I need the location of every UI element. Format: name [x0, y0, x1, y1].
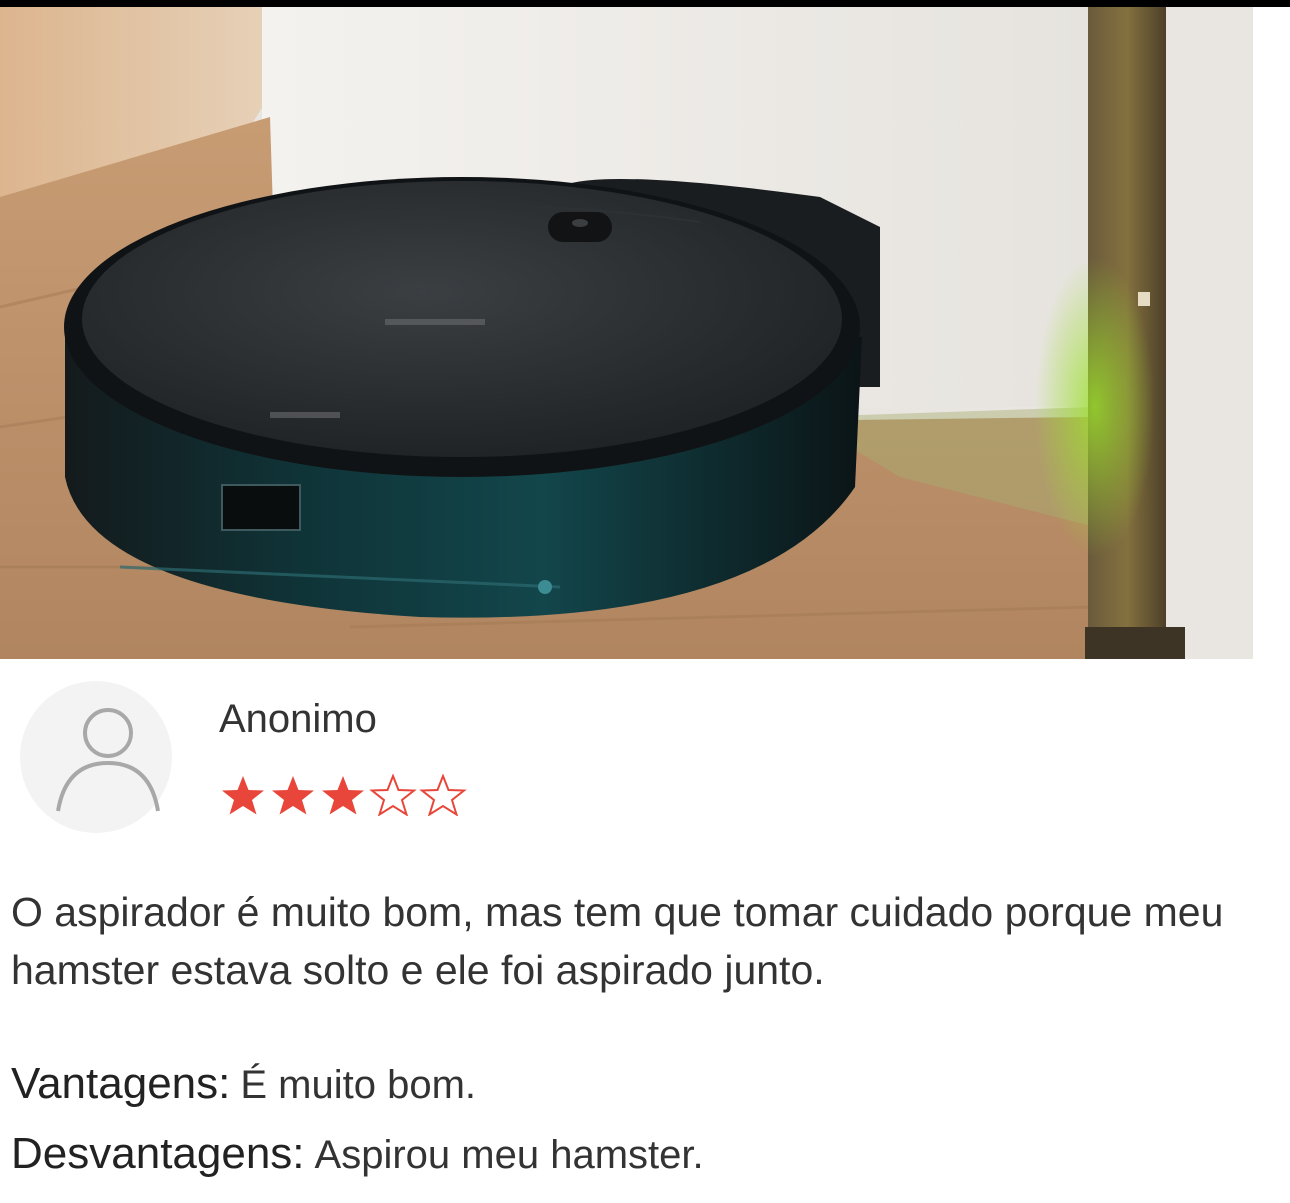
- review-card: [0, 659, 1290, 1203]
- star-rating: [219, 774, 467, 816]
- user-outline-icon: [20, 681, 172, 833]
- avatar: [20, 681, 172, 833]
- star-filled-icon: [269, 774, 317, 816]
- pros-label: Vantagens:: [11, 1059, 231, 1108]
- cons-value: Aspirou meu hamster.: [314, 1133, 704, 1177]
- star-filled-icon: [319, 774, 367, 816]
- author-name: Anonimo: [219, 697, 377, 741]
- star-outline-icon: [369, 774, 417, 816]
- top-border: [0, 0, 1290, 7]
- review-body: O aspirador é muito bom, mas tem que tomar cuidado porque meu hamster estava solto e ele foi aspirado junto.: [11, 889, 1224, 993]
- robot-vacuum-illustration: [0, 7, 1253, 659]
- star-filled-icon: [219, 774, 267, 816]
- pros-value: É muito bom.: [240, 1063, 477, 1107]
- cons-label: Desvantagens:: [11, 1129, 305, 1178]
- cons-row: [11, 1129, 1281, 1179]
- star-outline-icon: [419, 774, 467, 816]
- product-photo: [0, 7, 1253, 659]
- pros-row: [11, 1059, 1281, 1109]
